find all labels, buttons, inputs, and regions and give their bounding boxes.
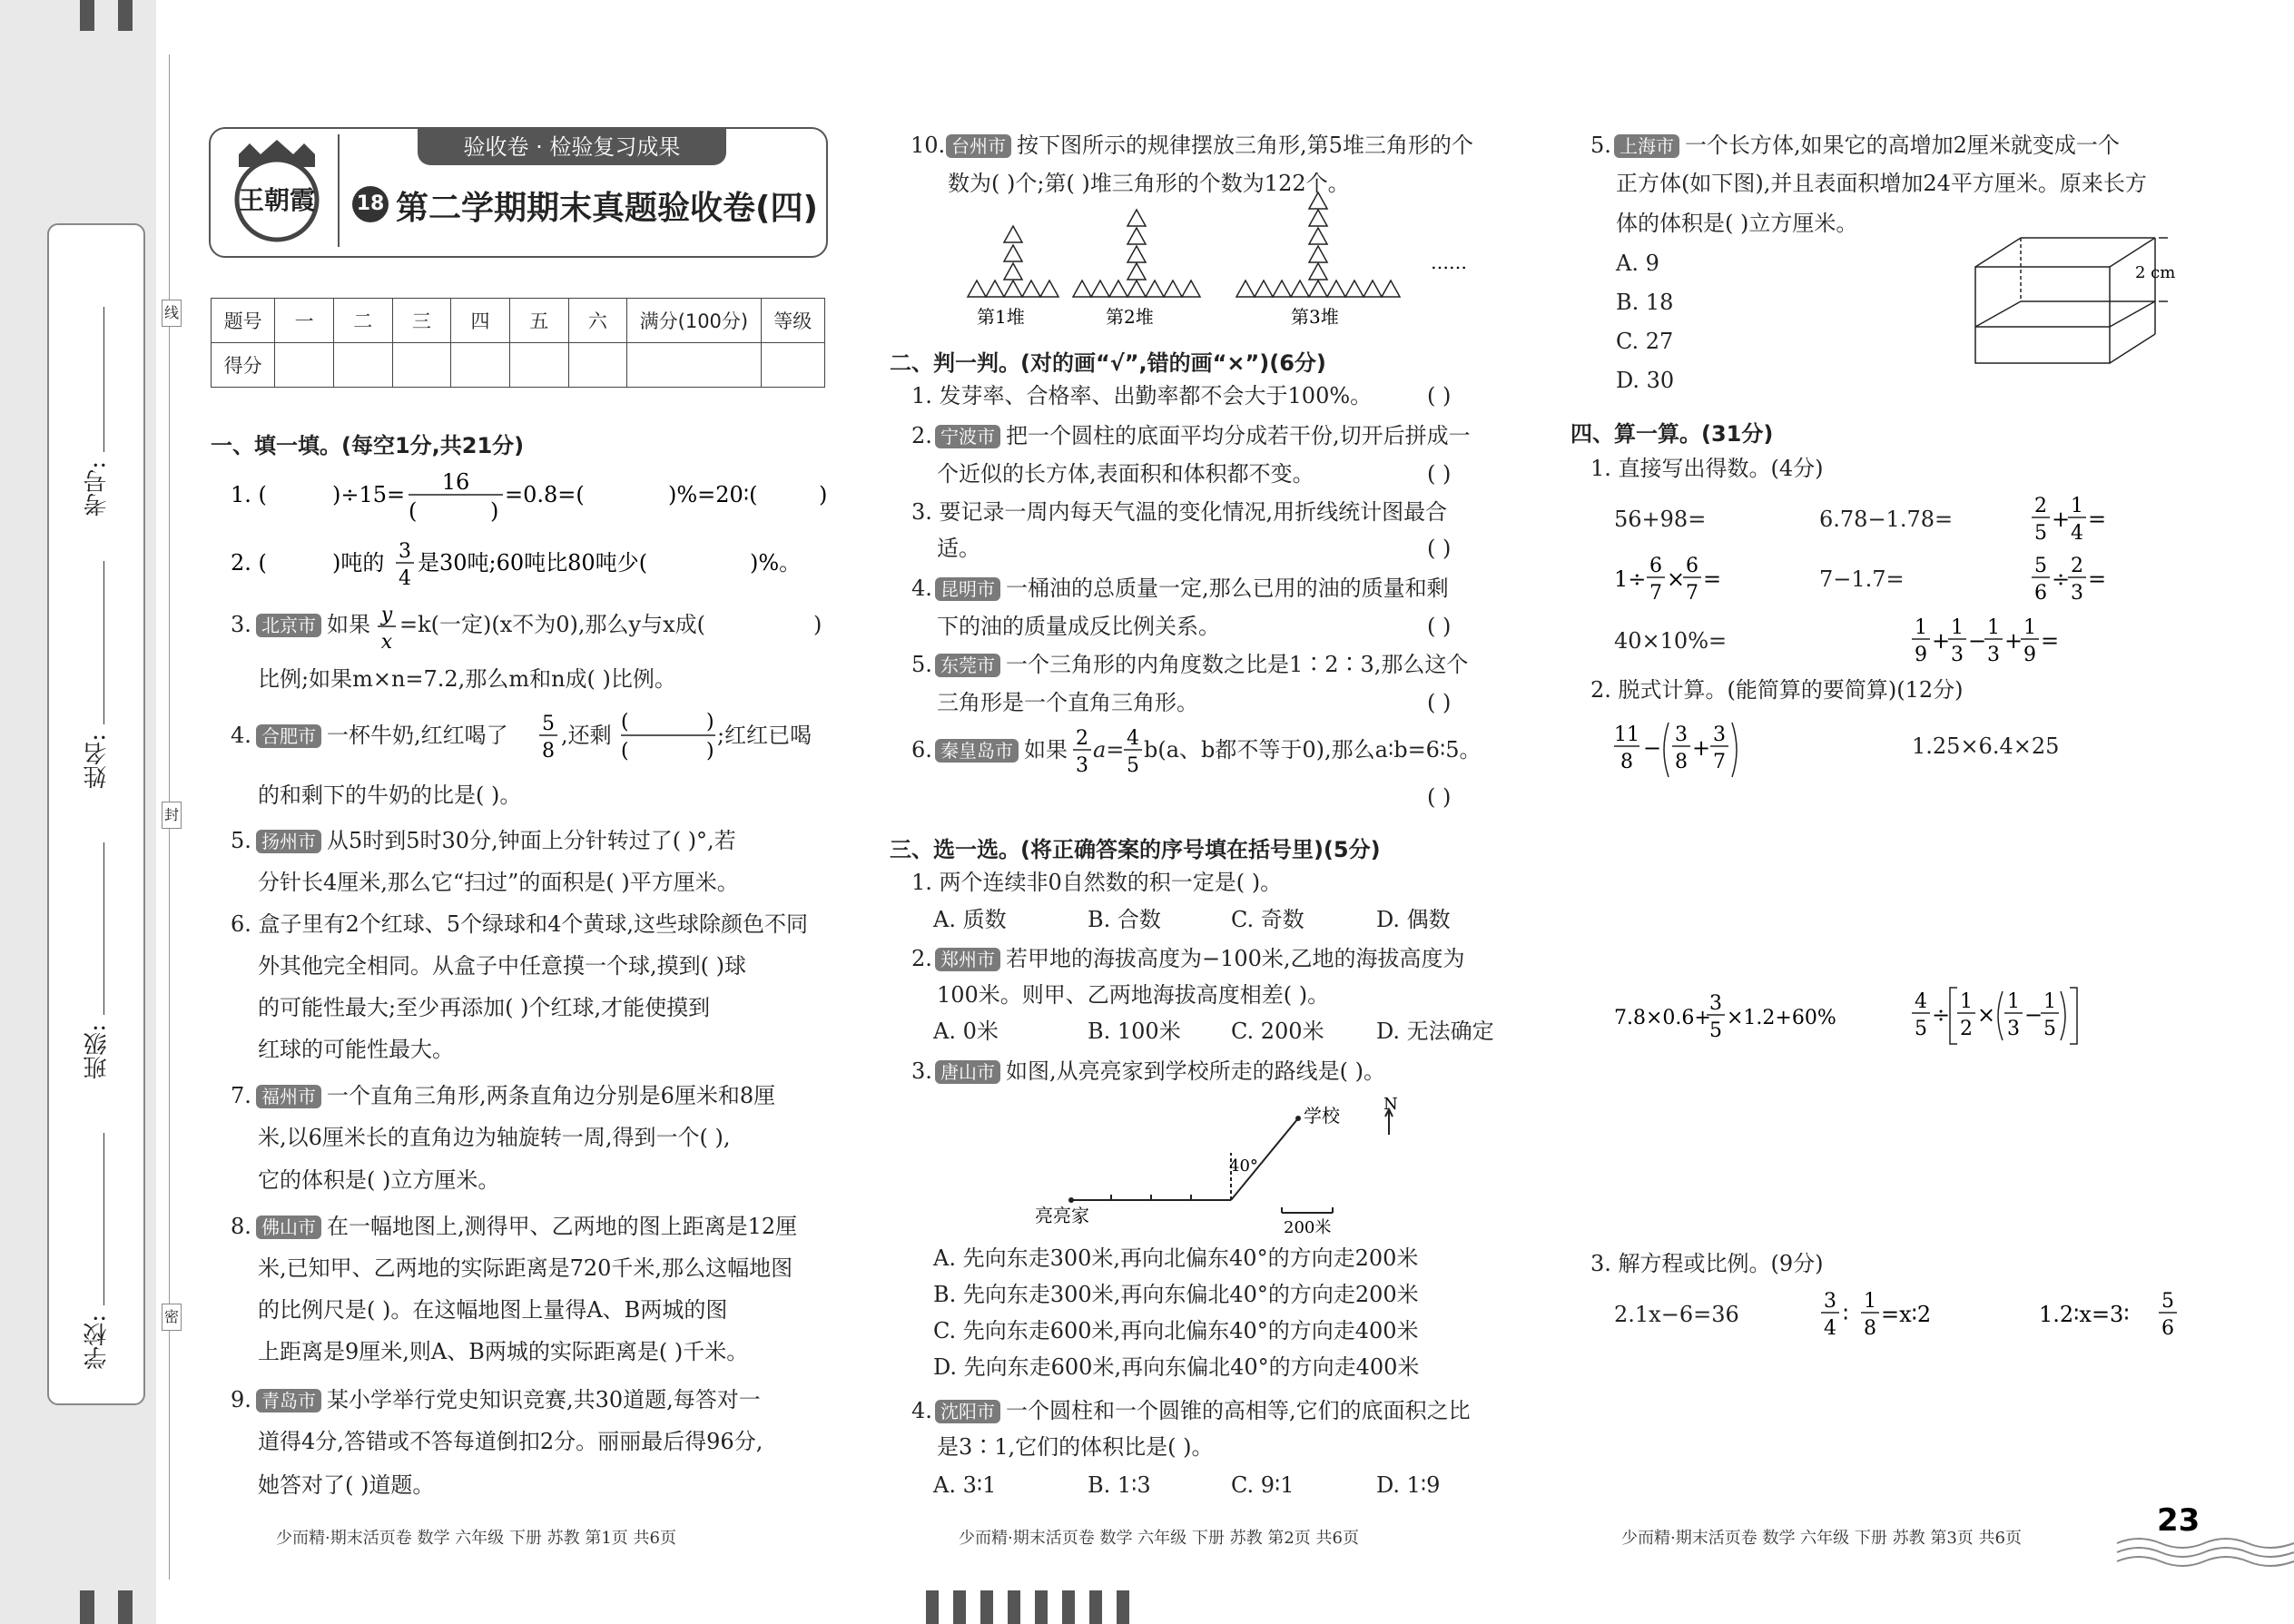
question-6-line-4: 红球的可能性最大。	[258, 1037, 454, 1062]
denominator: 5	[1915, 1018, 1927, 1040]
choice-2-number: 2.	[911, 946, 932, 971]
denominator: 7	[1713, 751, 1726, 773]
choice-1-option-a[interactable]: A. 质数	[933, 907, 1007, 932]
table-cell: 等级	[761, 299, 824, 343]
j6-fraction-2	[1122, 724, 1144, 777]
q8-part: 在一幅地图上,测得甲、乙两地的图上距离是12厘	[327, 1214, 798, 1239]
judge-2-answer[interactable]: ( )	[1427, 461, 1452, 487]
score-table	[211, 298, 825, 388]
judge-1-answer[interactable]: ( )	[1427, 383, 1452, 408]
numerator: 6	[1686, 555, 1698, 577]
choice-4-option-d[interactable]: D. 1∶9	[1376, 1472, 1441, 1498]
svg-text:(: (	[621, 711, 629, 733]
cut-mark: 封	[162, 802, 182, 829]
expr-1: 56+98=	[1614, 507, 1707, 532]
q1-part: =0.8=(	[505, 482, 585, 507]
page-title: 第二学期期末真题验收卷(四)	[396, 190, 818, 227]
dimension-label: 2 cm	[2135, 263, 2176, 282]
score-cell[interactable]	[509, 343, 568, 388]
judge-5-number: 5.	[911, 652, 932, 677]
q4-fraction	[537, 710, 559, 763]
question-4-line-2: 的和剩下的牛奶的比是( )。	[258, 782, 522, 808]
denominator: 3	[1987, 644, 2000, 666]
exam-number-label: 考号:	[84, 461, 111, 517]
choice-1-option-c[interactable]: C. 奇数	[1231, 907, 1305, 932]
operator: −	[1643, 735, 1662, 761]
c3-part: 如图,从亮亮家到学校所走的路线是( )。	[1006, 1058, 1385, 1084]
choice-4-line-1	[935, 1398, 1471, 1424]
question-10-line-2: 数为( )个;第( )堆三角形的个数为122个。	[948, 171, 1350, 196]
exam-number-field[interactable]	[103, 307, 104, 452]
cut-mark: 密	[162, 1304, 182, 1331]
numerator: 1	[1960, 990, 1973, 1013]
denominator: 7	[1649, 582, 1662, 605]
judge-2-number: 2.	[911, 423, 932, 448]
name-label: 姓名:	[84, 733, 111, 789]
operator: +	[1932, 628, 1951, 654]
equals: =	[1703, 566, 1722, 592]
denominator: 4	[2071, 522, 2083, 545]
denominator: 7	[1686, 582, 1698, 605]
question-8-line-1	[256, 1214, 797, 1240]
judge-6-answer[interactable]: ( )	[1427, 784, 1452, 810]
expr-6	[2030, 550, 2139, 606]
numerator: 1	[1915, 616, 1927, 639]
j6-numerator: 4	[1127, 727, 1139, 750]
q1-denominator: (	[409, 498, 418, 524]
operator: +	[1692, 735, 1711, 761]
city-tag: 唐山市	[935, 1060, 1000, 1084]
triangle-piles-figure	[959, 202, 1485, 329]
denominator: 4	[1824, 1317, 1836, 1340]
q2-part: 2. (	[231, 550, 267, 576]
numerator: 1	[2007, 990, 2020, 1013]
question-9-line-1	[256, 1387, 761, 1413]
j6-part: a=	[1093, 737, 1125, 763]
term: 7.8×0.6+	[1614, 1007, 1711, 1029]
question-7-line-3: 它的体积是( )立方厘米。	[258, 1167, 500, 1193]
city-tag: 郑州市	[935, 948, 1000, 971]
q4-part: ,还剩	[561, 723, 612, 748]
q2-part: )吨的	[332, 550, 385, 576]
question-8-number: 8.	[231, 1214, 251, 1239]
numerator: 4	[1915, 990, 1927, 1013]
operator: ×	[1977, 1002, 1996, 1028]
city-tag: 合肥市	[256, 724, 321, 748]
choice-1-option-d[interactable]: D. 偶数	[1376, 907, 1451, 932]
denominator: 5	[2034, 522, 2047, 545]
question-4-number: 4.	[231, 723, 251, 748]
score-cell[interactable]	[761, 343, 824, 388]
choice-2-option-b[interactable]: B. 100米	[1088, 1019, 1181, 1044]
j6-numerator: 2	[1076, 727, 1088, 750]
choice-3-option-d[interactable]: D. 先向东走600米,再向东偏北40°的方向走400米	[933, 1354, 1420, 1380]
pile-3-label: 第3堆	[1291, 306, 1339, 328]
registration-mark	[926, 1590, 1144, 1624]
expr-4	[1614, 550, 1759, 606]
judge-4-number: 4.	[911, 576, 932, 601]
question-9-line-3: 她答对了( )道题。	[258, 1472, 435, 1498]
j6-denominator: 3	[1076, 754, 1088, 777]
school-label: 学校:	[84, 1314, 111, 1370]
j6-part: 如果	[1024, 737, 1068, 763]
svg-text:): )	[706, 711, 714, 733]
denominator: 5	[1709, 1019, 1722, 1042]
q1-paren: )	[819, 482, 828, 507]
q4-numerator: 5	[542, 713, 555, 735]
numerator: 3	[1824, 1290, 1836, 1313]
question-4-line-1	[256, 723, 508, 749]
table-cell: 题号	[212, 299, 275, 343]
q4-blank-fraction[interactable]	[617, 708, 719, 764]
c5-option-a[interactable]: A. 9	[1616, 251, 1659, 276]
q1-denominator: )	[490, 498, 499, 524]
q3-paren: )	[813, 612, 822, 637]
equals: =	[2088, 507, 2107, 532]
city-tag: 宁波市	[935, 425, 1000, 448]
table-cell: 一	[275, 299, 334, 343]
c5-line-2: 正方体(如下图),并且表面积增加24平方厘米。原来长方	[1616, 171, 2147, 196]
choice-4-line-2: 是3∶1,它们的体积比是( )。	[937, 1434, 1214, 1460]
question-3-line-1	[256, 612, 370, 638]
name-field[interactable]	[103, 561, 104, 724]
score-cell[interactable]	[627, 343, 761, 388]
choice-2-option-c[interactable]: C. 200米	[1231, 1019, 1324, 1044]
term: =x∶2	[1881, 1302, 1932, 1327]
judge-4-line-1	[935, 576, 1449, 602]
part-3-title: 3. 解方程或比例。(9分)	[1590, 1251, 1824, 1276]
choice-2-line-1	[935, 946, 1465, 972]
svg-text:): )	[706, 740, 714, 763]
choice-2-line-2: 100米。则甲、乙两地海拔高度相差( )。	[937, 982, 1330, 1008]
judge-4-answer[interactable]: ( )	[1427, 614, 1452, 639]
question-8-line-2: 米,已知甲、乙两地的实际距离是720千米,那么这幅地图	[258, 1255, 793, 1281]
q3-fraction	[376, 601, 398, 654]
operator: ÷	[2052, 566, 2071, 592]
q7-part: 一个直角三角形,两条直角边分别是6厘米和8厘	[327, 1083, 776, 1108]
section-2-title: 二、判一判。(对的画“√”,错的画“×”)(6分)	[890, 350, 1326, 376]
city-tag: 福州市	[256, 1085, 321, 1108]
numerator: 3	[1713, 723, 1726, 746]
logo-text: 王朝霞	[238, 185, 316, 215]
registration-mark	[118, 1590, 133, 1624]
choice-2-option-d[interactable]: D. 无法确定	[1376, 1019, 1494, 1044]
q3-part: =k(一定)(x不为0),那么y与x成(	[399, 612, 705, 637]
denominator: 3	[2007, 1018, 2020, 1040]
question-7-number: 7.	[231, 1083, 251, 1108]
table-row	[212, 343, 825, 388]
judge-2-line-2: 个近似的长方体,表面积和体积都不变。	[937, 461, 1314, 487]
north-indicator: N	[1383, 1095, 1398, 1114]
solve-2	[1819, 1285, 1964, 1342]
registration-mark	[118, 0, 133, 31]
svg-text:(: (	[621, 740, 629, 763]
numerator: 1	[1951, 616, 1964, 639]
denominator: 6	[2034, 582, 2047, 605]
numerator: 3	[1675, 723, 1688, 746]
denominator: 3	[2071, 582, 2083, 605]
test-number-badge: 18	[352, 186, 389, 222]
table-cell: 满分(100分)	[627, 299, 761, 343]
ellipsis: ……	[1431, 251, 1467, 273]
city-tag: 青岛市	[256, 1389, 321, 1412]
table-cell: 二	[333, 299, 392, 343]
route-map	[1026, 1095, 1425, 1237]
page-number-decoration	[2117, 1503, 2294, 1576]
scale-label: 200米	[1284, 1218, 1332, 1237]
city-tag: 沈阳市	[935, 1400, 1000, 1423]
question-8-line-3: 的比例尺是( )。在这幅地图上量得A、B两城的图	[258, 1297, 728, 1323]
operator: −	[1968, 628, 1987, 654]
city-tag: 秦皇岛市	[935, 739, 1019, 763]
question-5-line-2: 分针长4厘米,那么它“扫过”的面积是( )平方厘米。	[258, 870, 739, 895]
judge-5-answer[interactable]: ( )	[1427, 690, 1452, 715]
table-cell: 四	[451, 299, 510, 343]
choice-3-option-a[interactable]: A. 先向东走300米,再向北偏东40°的方向走200米	[933, 1245, 1419, 1271]
judge-3-answer[interactable]: ( )	[1427, 536, 1452, 561]
registration-mark	[80, 0, 94, 31]
score-cell[interactable]	[451, 343, 510, 388]
term: ×1.2+60%	[1727, 1007, 1836, 1029]
q3-part: 如果	[327, 612, 370, 637]
judge-1: 1. 发芽率、合格率、出勤率都不会大于100%。	[911, 383, 1373, 408]
operator: −	[2024, 1002, 2043, 1028]
part-2-title: 2. 脱式计算。(能简算的要简算)(12分)	[1590, 677, 1964, 703]
pile-2-label: 第2堆	[1106, 306, 1154, 328]
c5-option-b[interactable]: B. 18	[1616, 290, 1674, 315]
question-6-line-2: 外其他完全相同。从盒子中任意摸一个球,摸到( )球	[258, 953, 746, 979]
numerator: 11	[1614, 723, 1639, 746]
score-cell[interactable]	[392, 343, 451, 388]
choice-3-option-c[interactable]: C. 先向东走600米,再向北偏东40°的方向走400米	[933, 1318, 1419, 1343]
judge-6-line-1	[935, 737, 1068, 763]
pile-1-label: 第1堆	[977, 306, 1025, 328]
choice-4-option-a[interactable]: A. 3∶1	[933, 1472, 997, 1498]
city-tag: 佛山市	[256, 1216, 321, 1239]
angle-label: 40°	[1229, 1156, 1258, 1176]
page-footer-1: 少而精·期末活页卷 数学 六年级 下册 苏教 第1页 共6页	[276, 1529, 676, 1548]
city-tag: 台州市	[946, 134, 1011, 158]
cut-mark: 线	[162, 300, 182, 327]
equals: =	[2041, 628, 2060, 654]
q2-part: 是30吨;60吨比80吨少(	[418, 550, 648, 576]
judge-2-line-1	[935, 423, 1471, 449]
solve-1: 2.1x−6=36	[1614, 1302, 1739, 1327]
j6-denominator: 5	[1127, 754, 1139, 777]
question-5-number: 5.	[231, 828, 251, 853]
numerator: 1	[2023, 616, 2036, 639]
expr-5: 7−1.7=	[1819, 566, 1905, 592]
numerator: 1	[2043, 990, 2056, 1013]
c2-part: 若甲地的海拔高度为−100米,乙地的海拔高度为	[1006, 946, 1465, 971]
school-field[interactable]	[103, 1133, 104, 1305]
home-label: 亮亮家	[1035, 1205, 1089, 1226]
numerator: 2	[2034, 495, 2047, 517]
question-7-line-2: 米,以6厘米长的直角边为轴旋转一周,得到一个( ),	[258, 1125, 731, 1150]
q2-denominator: 4	[399, 567, 411, 590]
denominator: 8	[1675, 751, 1688, 773]
city-tag: 北京市	[256, 614, 321, 637]
calc-3	[1612, 988, 1836, 1048]
choice-3-line-1	[935, 1058, 1385, 1085]
question-10-number: 10.	[911, 133, 946, 158]
j4-part: 一桶油的总质量一定,那么已用的油的质量和剩	[1006, 576, 1449, 601]
judge-4-line-2: 下的油的质量成反比例关系。	[937, 614, 1220, 639]
denominator: 9	[1915, 644, 1927, 666]
table-row	[212, 299, 825, 343]
question-9-number: 9.	[231, 1387, 251, 1412]
j6-part: b(a、b都不等于0),那么a∶b=6∶5。	[1144, 737, 1482, 763]
calc-2: 1.25×6.4×25	[1912, 733, 2060, 759]
question-7-line-1	[256, 1083, 775, 1109]
q5-part: 从5时到5时30分,钟面上分针转过了( )°,若	[327, 828, 736, 853]
numerator: 1	[2071, 495, 2083, 517]
page-footer-2: 少而精·期末活页卷 数学 六年级 下册 苏教 第2页 共6页	[959, 1529, 1359, 1548]
denominator: 8	[1620, 751, 1633, 773]
term: 1÷	[1614, 566, 1647, 592]
denominator: 9	[2023, 644, 2036, 666]
expr-3	[2030, 490, 2139, 546]
logo	[222, 136, 331, 243]
operator: +	[2052, 507, 2071, 532]
numerator: 1	[1864, 1290, 1876, 1313]
judge-6-number: 6.	[911, 737, 932, 763]
city-tag: 昆明市	[935, 577, 1000, 601]
c5-line-3: 体的体积是( )立方厘米。	[1616, 211, 1858, 236]
term: 1.2∶x=3∶	[2039, 1302, 2130, 1327]
part-1-title: 1. 直接写出得数。(4分)	[1590, 456, 1824, 481]
q1-part: 1. (	[231, 482, 267, 507]
q2-numerator: 3	[399, 540, 411, 563]
question-8-line-4: 上距离是9厘米,则A、B两城的实际距离是( )千米。	[258, 1339, 749, 1364]
numerator: 5	[2034, 555, 2047, 577]
question-6-line-1: 6. 盒子里有2个红球、5个绿球和4个黄球,这些球除颜色不同	[231, 911, 808, 937]
header-divider	[338, 134, 340, 247]
question-3-line-2: 比例;如果m×n=7.2,那么m和n成( )比例。	[258, 666, 676, 692]
c5-number: 5.	[1590, 133, 1611, 158]
expr-8	[1910, 612, 2128, 668]
judge-3-line-2: 适。	[937, 536, 980, 561]
expr-2: 6.78−1.78=	[1819, 507, 1954, 532]
c5-line-1	[1614, 133, 2120, 159]
denominator: 8	[1864, 1317, 1876, 1340]
question-6-line-3: 的可能性最大;至少再添加( )个红球,才能使摸到	[258, 995, 711, 1020]
q4-part: 一杯牛奶,红红喝了	[327, 723, 508, 748]
question-1	[227, 468, 844, 522]
section-3-title: 三、选一选。(将正确答案的序号填在括号里)(5分)	[890, 837, 1381, 862]
operator: ÷	[1932, 1002, 1951, 1028]
q2-part: )%。	[750, 550, 802, 576]
choice-1: 1. 两个连续非0自然数的积一定是( )。	[911, 870, 1283, 895]
table-cell: 五	[509, 299, 568, 343]
city-tag: 东莞市	[935, 654, 1000, 677]
page-number: 23	[2157, 1502, 2200, 1539]
c4-part: 一个圆柱和一个圆锥的高相等,它们的底面积之比	[1006, 1398, 1471, 1423]
registration-mark	[80, 1590, 94, 1624]
choice-2-option-a[interactable]: A. 0米	[933, 1019, 999, 1044]
school-label: 学校	[1304, 1105, 1340, 1127]
numerator: 5	[2161, 1290, 2174, 1313]
q3-numerator: y	[380, 604, 393, 626]
city-tag: 扬州市	[256, 830, 321, 853]
numerator: 1	[1987, 616, 2000, 639]
score-cell[interactable]	[275, 343, 334, 388]
choice-1-option-b[interactable]: B. 合数	[1088, 907, 1161, 932]
section-1-title: 一、填一填。(每空1分,共21分)	[211, 433, 525, 458]
score-cell[interactable]	[568, 343, 627, 388]
choice-4-number: 4.	[911, 1398, 932, 1423]
question-10-line-1	[946, 133, 1473, 159]
judge-5-line-1	[935, 652, 1468, 678]
choice-3-number: 3.	[911, 1058, 932, 1084]
numerator: 2	[2071, 555, 2083, 577]
cuboid-figure	[1970, 232, 2176, 369]
j6-fraction-1	[1071, 724, 1093, 777]
operator: +	[2004, 628, 2023, 654]
denominator: 3	[1951, 644, 1964, 666]
denominator: 2	[1960, 1018, 1973, 1040]
judge-3-line-1: 3. 要记录一周内每天气温的变化情况,用折线统计图最合	[911, 499, 1448, 525]
q1-numerator: 16	[441, 469, 470, 495]
question-3-number: 3.	[231, 612, 251, 637]
choice-4-option-c[interactable]: C. 9∶1	[1231, 1472, 1295, 1498]
q3-denominator: x	[380, 631, 393, 654]
question-2	[227, 536, 844, 590]
table-cell: 三	[392, 299, 451, 343]
choice-3-option-b[interactable]: B. 先向东走300米,再向东偏北40°的方向走200米	[933, 1282, 1419, 1307]
numerator: 6	[1649, 555, 1662, 577]
equals: =	[2088, 566, 2107, 592]
c5-option-d[interactable]: D. 30	[1616, 368, 1675, 393]
city-tag: 上海市	[1614, 134, 1679, 158]
operator: ×	[1667, 566, 1686, 592]
q9-part: 某小学举行党史知识竞赛,共30道题,每答对一	[327, 1387, 761, 1412]
student-info-panel	[47, 223, 145, 1405]
expr-7: 40×10%=	[1614, 628, 1728, 654]
operator: ∶	[1843, 1302, 1849, 1327]
page-footer-3: 少而精·期末活页卷 数学 六年级 下册 苏教 第3页 共6页	[1621, 1529, 2022, 1548]
score-cell[interactable]	[333, 343, 392, 388]
calc-1	[1612, 719, 1757, 782]
denominator: 6	[2161, 1317, 2174, 1340]
judge-5-line-2: 三角形是一个直角三角形。	[937, 690, 1198, 715]
q1-part: )%=20∶(	[668, 482, 758, 507]
class-field[interactable]	[103, 842, 104, 1015]
choice-4-option-b[interactable]: B. 1∶3	[1088, 1472, 1151, 1498]
q4-denominator: 8	[542, 740, 555, 763]
section-4-title: 四、算一算。(31分)	[1570, 421, 1774, 447]
numerator: 3	[1709, 992, 1722, 1015]
q1-part: )÷15=	[332, 482, 406, 507]
solve-3	[2037, 1285, 2200, 1342]
calc-4	[1910, 984, 2092, 1049]
denominator: 5	[2043, 1018, 2056, 1040]
j5-part: 一个三角形的内角度数之比是1∶2∶3,那么这个	[1006, 652, 1469, 677]
question-9-line-2: 道得4分,答错或不答每道倒扣2分。丽丽最后得96分,	[258, 1429, 763, 1454]
table-cell: 得分	[212, 343, 275, 388]
j2-part: 把一个圆柱的底面平均分成若干份,切开后拼成一	[1006, 423, 1471, 448]
q4-part: ;红红已喝	[717, 723, 812, 748]
class-label: 班级:	[84, 1024, 111, 1079]
c5-option-c[interactable]: C. 27	[1616, 329, 1674, 354]
question-5-line-1	[256, 828, 736, 854]
q10-part: 按下图所示的规律摆放三角形,第5堆三角形的个	[1017, 133, 1473, 158]
c5-part: 一个长方体,如果它的高增加2厘米就变成一个	[1685, 133, 2120, 158]
header-banner: 验收卷 · 检验复习成果	[418, 129, 726, 165]
table-cell: 六	[568, 299, 627, 343]
